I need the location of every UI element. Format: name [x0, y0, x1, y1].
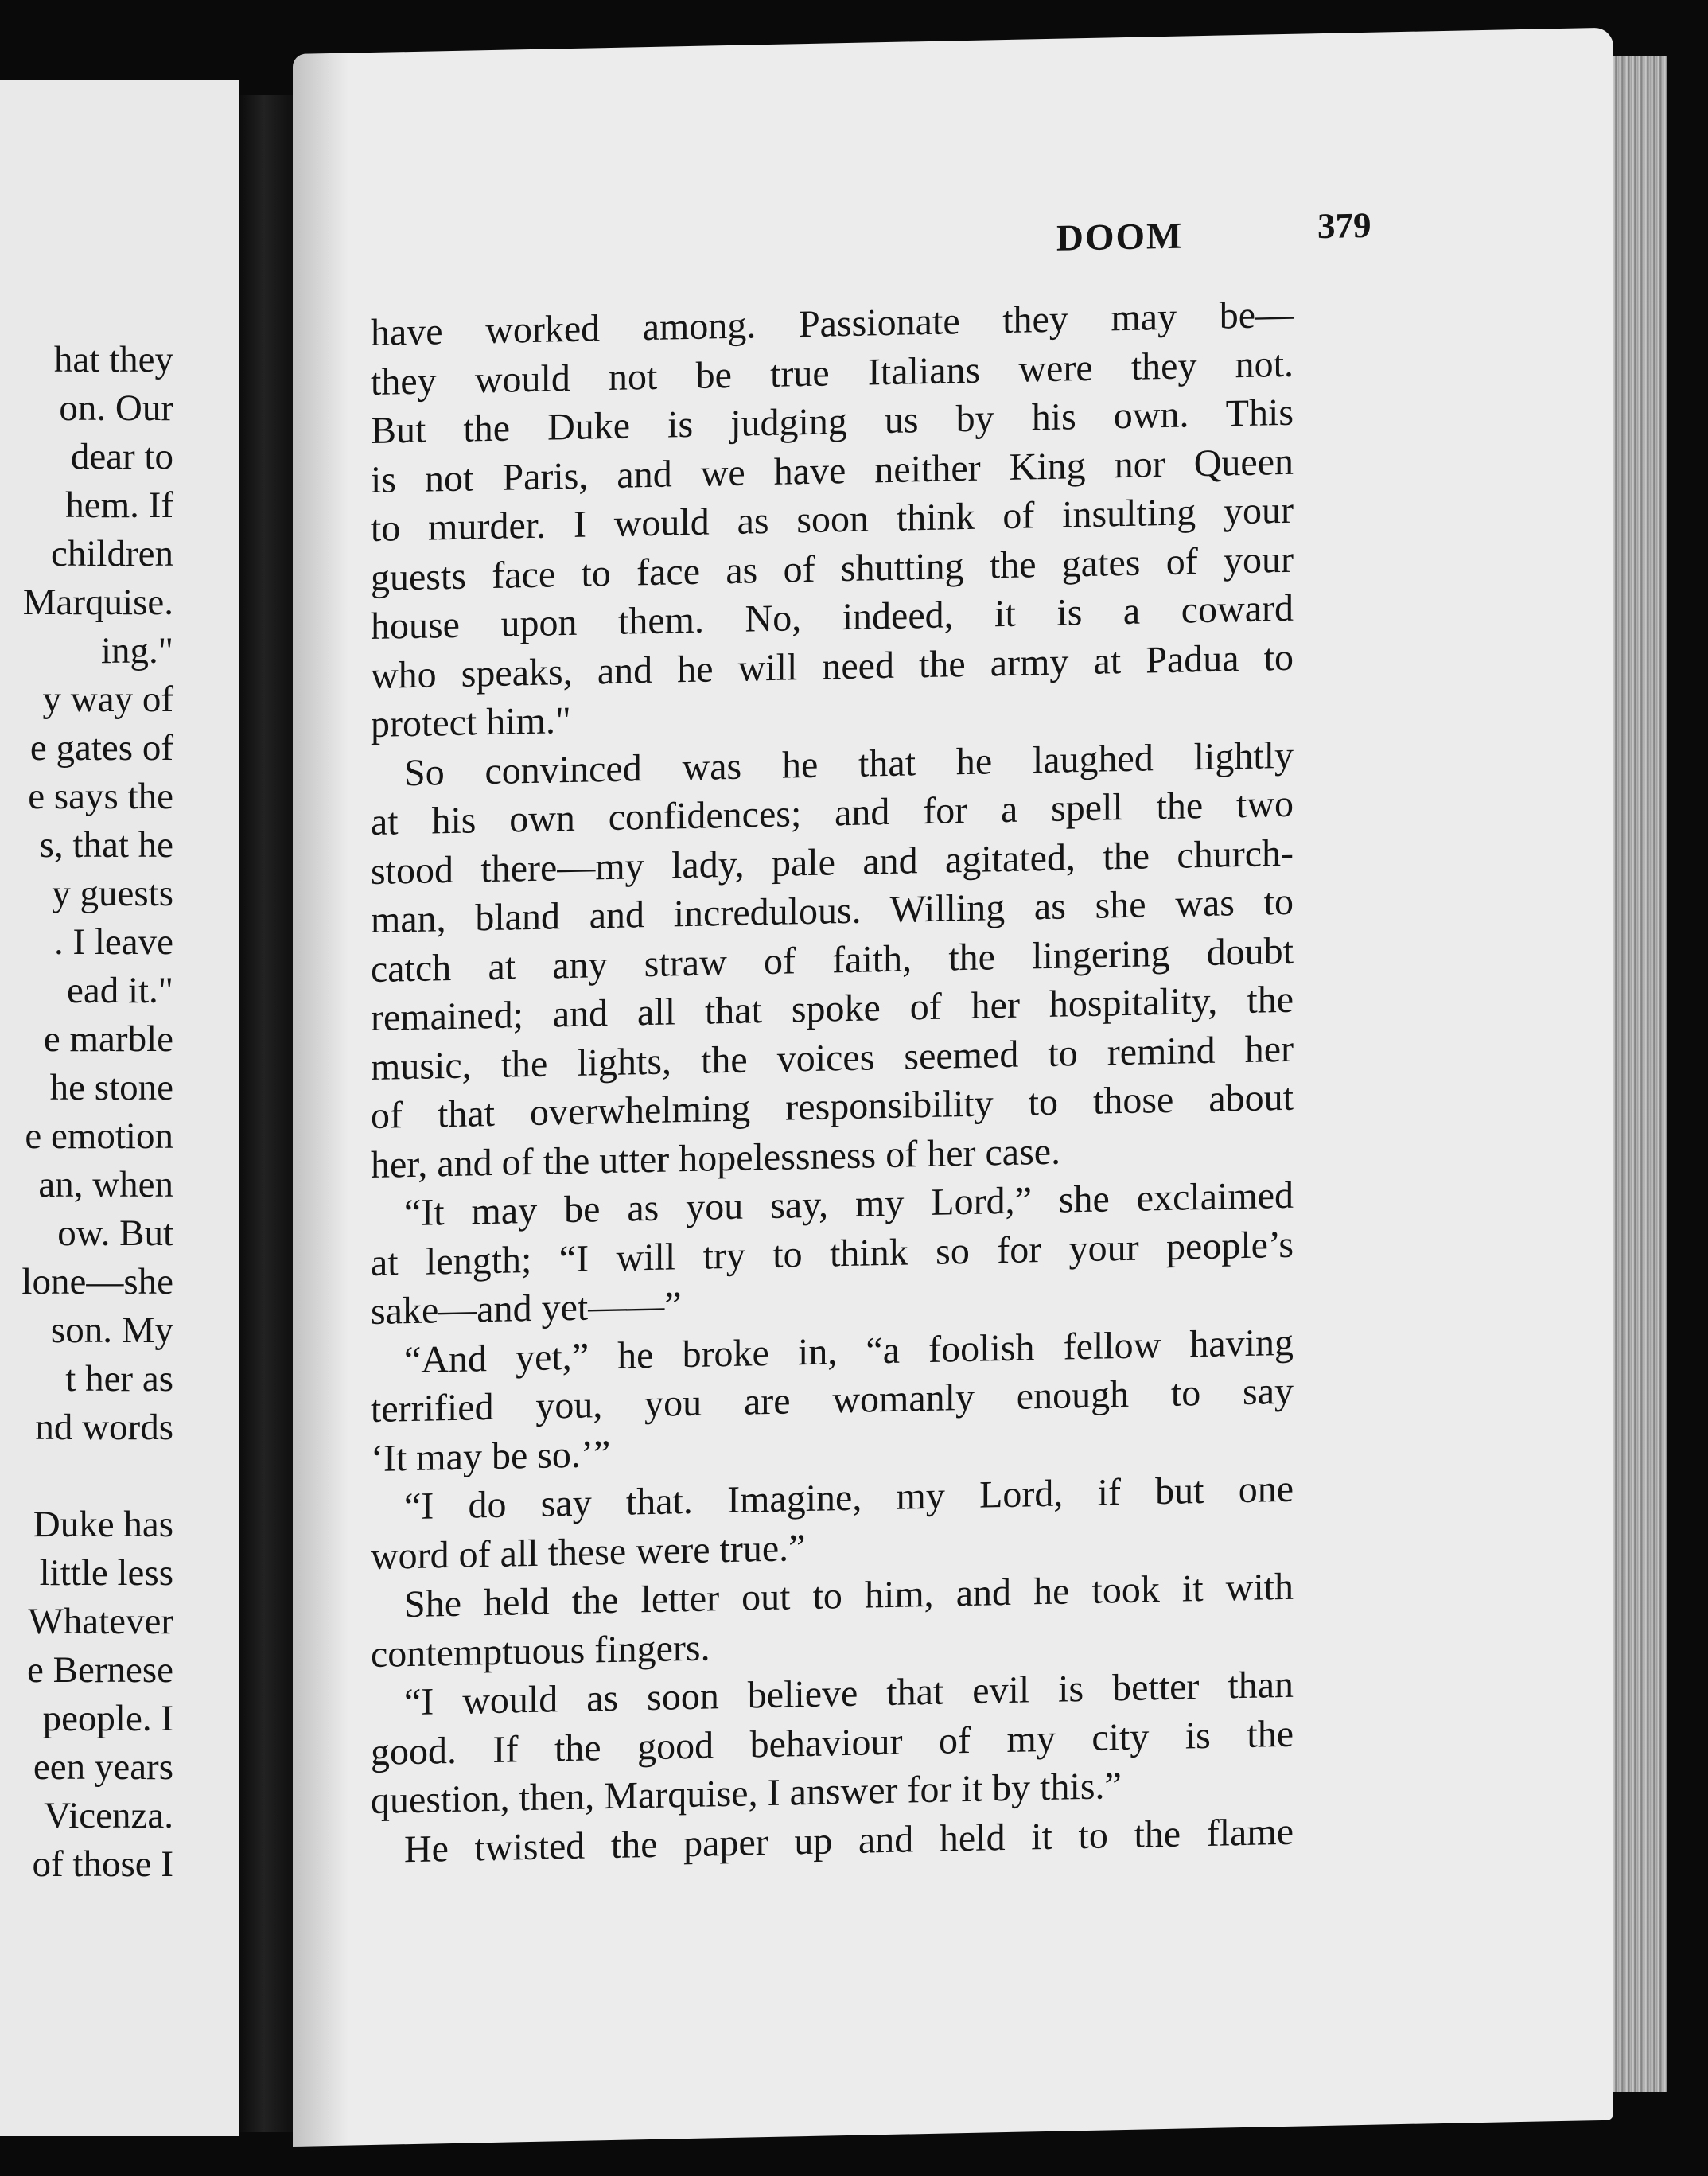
left-page-line: t her as	[65, 1358, 173, 1399]
left-page-line: Duke has	[33, 1504, 173, 1545]
text-line: her, and of the utter hopelessness of her case.	[371, 1130, 1061, 1186]
text-line: “I would as soon believe that evil is better than	[404, 1663, 1294, 1724]
left-page-line: . I leave	[53, 921, 173, 963]
text-line: So convinced was he that he laughed lightly	[404, 734, 1294, 794]
text-line: at his own confidences; and for a spell the two	[371, 782, 1294, 844]
left-page-line: y way of	[42, 679, 173, 720]
body-text	[371, 290, 1294, 1874]
left-page-line: Marquise.	[22, 582, 173, 623]
text-line: sake—and yet——”	[371, 1284, 682, 1333]
left-page-line: Whatever	[28, 1601, 173, 1642]
left-page-line: dear to	[70, 436, 173, 477]
text-line: protect him."	[371, 699, 571, 746]
text-line: He twisted the paper up and held it to the flame	[404, 1810, 1294, 1870]
left-page-line: of those I	[32, 1843, 173, 1885]
text-line: good. If the good behaviour of my city is the	[371, 1712, 1294, 1773]
left-page-line: son. My	[50, 1310, 173, 1351]
left-page-line: children	[51, 533, 173, 574]
text-line: But the Duke is judging us by his own. This	[371, 391, 1294, 453]
text-line: is not Paris, and we have neither King nor Queen	[371, 440, 1294, 501]
page-number: 379	[1317, 204, 1371, 247]
right-page	[293, 28, 1613, 2147]
left-page-line: e gates of	[29, 727, 173, 769]
left-page-line: e marble	[43, 1018, 173, 1060]
text-line: have worked among. Passionate they may be—	[371, 293, 1294, 355]
text-line: “And yet,” he broke in, “a foolish fellow having	[404, 1321, 1294, 1381]
text-line: house upon them. No, indeed, it is a coward	[371, 586, 1294, 648]
text-line: music, the lights, the voices seemed to remind her	[371, 1027, 1294, 1088]
left-page-line: Vicenza.	[44, 1795, 173, 1836]
running-head	[371, 206, 1596, 294]
left-page-line: on. Our	[59, 387, 173, 429]
left-page-line: ead it."	[66, 970, 173, 1011]
text-line: catch at any straw of faith, the lingering doubt	[371, 929, 1294, 991]
text-line: remained; and all that spoke of her hospitality, the	[371, 978, 1294, 1040]
page-curl-shadow	[293, 53, 348, 2147]
left-page-line: ing."	[101, 630, 173, 671]
left-page-line: hem. If	[65, 485, 173, 526]
text-line: ‘It may be so.’”	[371, 1432, 611, 1480]
left-page-line: an, when	[38, 1164, 173, 1205]
text-line: guests face to face as of shutting the gates of your	[371, 538, 1294, 599]
left-page-line: nd words	[35, 1407, 173, 1448]
running-title: DOOM	[1056, 215, 1184, 259]
left-page-line: y guests	[52, 873, 173, 914]
left-page	[0, 80, 239, 2136]
text-line: they would not be true Italians were they not.	[371, 342, 1294, 403]
text-line: who speaks, and he will need the army at Padua to	[371, 636, 1294, 697]
left-page-line: e says the	[28, 776, 173, 817]
text-line: She held the letter out to him, and he took it with	[404, 1565, 1294, 1626]
left-page-line: s, that he	[39, 824, 173, 866]
left-page-line: people. I	[42, 1698, 173, 1739]
left-page-line: he stone	[49, 1067, 173, 1108]
left-page-line: ow. But	[57, 1213, 173, 1254]
text-line: to murder. I would as soon think of insulting your	[371, 489, 1294, 551]
left-page-line: een years	[33, 1746, 173, 1788]
left-page-text	[21, 336, 173, 1889]
text-line: stood there—my lady, pale and agitated, the church-	[371, 831, 1294, 893]
text-line: contemptuous fingers.	[371, 1625, 710, 1676]
text-line: “I do say that. Imagine, my Lord, if but one	[404, 1467, 1294, 1528]
left-page-line: e emotion	[25, 1115, 173, 1157]
text-line: word of all these were true.”	[371, 1526, 806, 1578]
left-page-line: e Bernese	[27, 1649, 173, 1691]
text-line: question, then, Marquise, I answer for it by this.”	[371, 1765, 1122, 1823]
text-line: of that overwhelming responsibility to those about	[371, 1076, 1294, 1138]
text-line: “It may be as you say, my Lord,” she exclaimed	[404, 1174, 1294, 1235]
left-page-line	[21, 1452, 173, 1501]
left-page-line: little less	[39, 1552, 173, 1594]
text-line: terrified you, you are womanly enough to say	[371, 1369, 1294, 1431]
text-line: at length; “I will try to think so for your people’s	[371, 1223, 1294, 1284]
left-page-line: hat they	[53, 339, 173, 380]
text-line: man, bland and incredulous. Willing as she was to	[371, 880, 1294, 942]
left-page-line: lone—she	[21, 1261, 173, 1302]
